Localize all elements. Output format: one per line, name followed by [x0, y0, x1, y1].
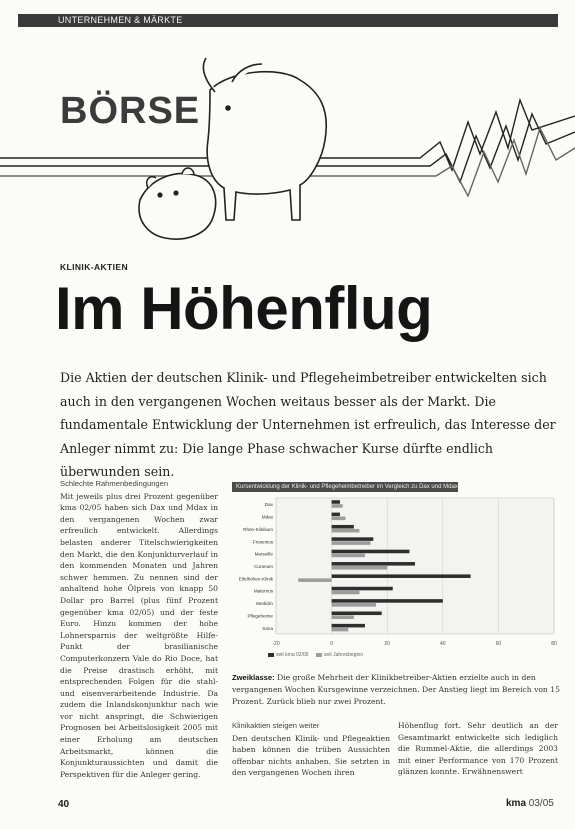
issue-number: 03/05 [528, 798, 554, 809]
x-tick-label: 20 [384, 641, 390, 647]
bull-bear-illustration [0, 30, 575, 250]
y-category-label: Mediclin [256, 601, 273, 607]
bear-icon [139, 168, 216, 239]
column-2-subhead: Klinikaktien steigen weiter [232, 721, 320, 730]
brand-logo: kma [506, 798, 527, 809]
section-word: BÖRSE [60, 90, 201, 132]
chart-bar [298, 578, 331, 582]
column-1-text: Mit jeweils plus drei Prozent gegenüber kma 02/05 haben sich Dax und Mdax in den vergangenen Wochen zwar erfreulich entwickelt. Allerdings belasten anderer Titelschwierigkeiten den Markt, die den Konjunkturverlauf in den kommenden Monaten und Jahren schwer hemmen. Zu nennen sind der anhaltend hohe Ölpreis von knapp 50 Dollar pro Barrel (plus fünf Prozent gegenüber kma 02/05) und der feste Euro. Hinzu kommen der hohe Lohnersparnis der weltgrößte Hilfe-Punkt der brasilianische Computerkonzern Vale do Rio Doce, hat die Preise drastisch erhöht, mit entsprechenden Folgen für die stahl- und eisenverarbeitende Industrie. Da zudem die Inlandskonjunktur nach wie vor nicht anspringt, die Schwierigen Prognosen bei Arbeitslosigkeit 2005 mit einer Erholung am deutschen Arbeitsmarkt, können die Konjunkturaussichten und damit die Perspektiven für die Anleger gering. [60, 491, 218, 779]
y-category-label: Mdax [261, 514, 273, 520]
chart-bar [332, 574, 471, 578]
y-category-label: Eifelhöhen-Klinik [238, 576, 273, 582]
bull-icon [203, 58, 326, 220]
column-3-text: Höhenflug fort. Sehr deutlich an der Gesamtmarkt entwickelte sich lediglich die Rummel-Aktie, die allerdings 2003 mit einer Performance von 170 Prozent glänzen konnte. Erwähnenswert [398, 721, 558, 777]
column-2 [232, 720, 390, 779]
legend-label-1: seit kma 02/05 [276, 652, 309, 658]
chart-bar [332, 513, 340, 517]
chart-bar [332, 525, 354, 529]
chart-bar [332, 603, 376, 607]
y-category-label: Maternus [253, 588, 273, 594]
column-1-subhead: Schlechte Rahmenbedingungen [60, 479, 169, 488]
column-2-text: Den deutschen Klinik- und Pflegeaktien haben können die trüben Aussichten offenbar nichts anhaben. Sie setzten in den vergangenen Wochen ihren [232, 733, 390, 778]
article-lead: Die Aktien der deutschen Klinik- und Pflegeheimbetreiber entwickelten sich auch in den vergangenen Wochen weitaus besser als der Markt. Die fundamentale Entwicklung der Unternehmen ist erfreulich, das Interesse der Anleger nimmt zu: Die lange Phase schwacher Kurse dürfte endlich überwunden sein. [60, 370, 556, 479]
column-1 [60, 478, 218, 780]
x-tick-label: -20 [272, 641, 280, 647]
chart-bar [332, 628, 349, 632]
chart-bar [332, 624, 365, 628]
y-category-label: Rhön-Klinikum [243, 526, 273, 532]
chart-bar [332, 537, 374, 541]
chart-bar [332, 599, 443, 603]
caption-text: Die große Mehrheit der Klinikbetreiber-Aktien erzielte auch in den vergangenen Wochen Kursgewinne verzeichnen. Der Anstieg liegt im Bereich von 15 Prozent. Zurück blieb nur zwei Prozent. [232, 673, 560, 706]
chart-caption [232, 672, 565, 707]
y-category-label: Curanum [254, 564, 273, 569]
y-category-label: Pflegeheime [247, 613, 273, 619]
chart-bar [332, 504, 343, 508]
chart-bar [332, 541, 371, 545]
chart-bar [332, 591, 360, 595]
caption-lead: Zweiklasse: [232, 673, 275, 682]
x-tick-label: 40 [440, 641, 446, 647]
chart-bar [332, 587, 393, 591]
section-header-band: UNTERNEHMEN & MÄRKTE [18, 14, 558, 27]
chart-bar [332, 611, 382, 615]
chart-bar [332, 550, 410, 554]
article-headline: Im Höhenflug [55, 275, 433, 342]
chart-bar [332, 566, 388, 570]
chart-plot-area [276, 498, 554, 634]
page-number: 40 [58, 799, 70, 810]
legend-swatch-2 [316, 653, 322, 657]
y-category-label: Fresenius [252, 539, 273, 545]
y-category-label: Marseille [254, 551, 273, 557]
y-category-label: Dax [264, 502, 273, 508]
x-tick-label: 60 [495, 641, 502, 647]
chart-bar [332, 500, 340, 504]
legend-swatch-1 [268, 653, 274, 657]
chart-bar [332, 554, 365, 558]
chart-bar [332, 615, 354, 619]
article-kicker: KLINIK-AKTIEN [60, 262, 128, 272]
x-tick-label: 0 [330, 641, 333, 647]
chart-bar [332, 529, 360, 533]
legend-label-2: seit Jahresbeginn [323, 652, 364, 658]
chart-bar [332, 517, 346, 521]
x-tick-label: 80 [551, 641, 557, 647]
chart-bar [332, 562, 415, 566]
y-category-label: Sana [262, 625, 273, 631]
chart-legend [262, 652, 363, 658]
chart-title: Kursentwicklung der Klinik- und Pflegeheimbetreiber im Vergleich zu Dax und Mdax [232, 482, 458, 492]
column-3 [398, 720, 558, 778]
footer-brand [506, 798, 554, 809]
performance-bar-chart [232, 494, 562, 650]
